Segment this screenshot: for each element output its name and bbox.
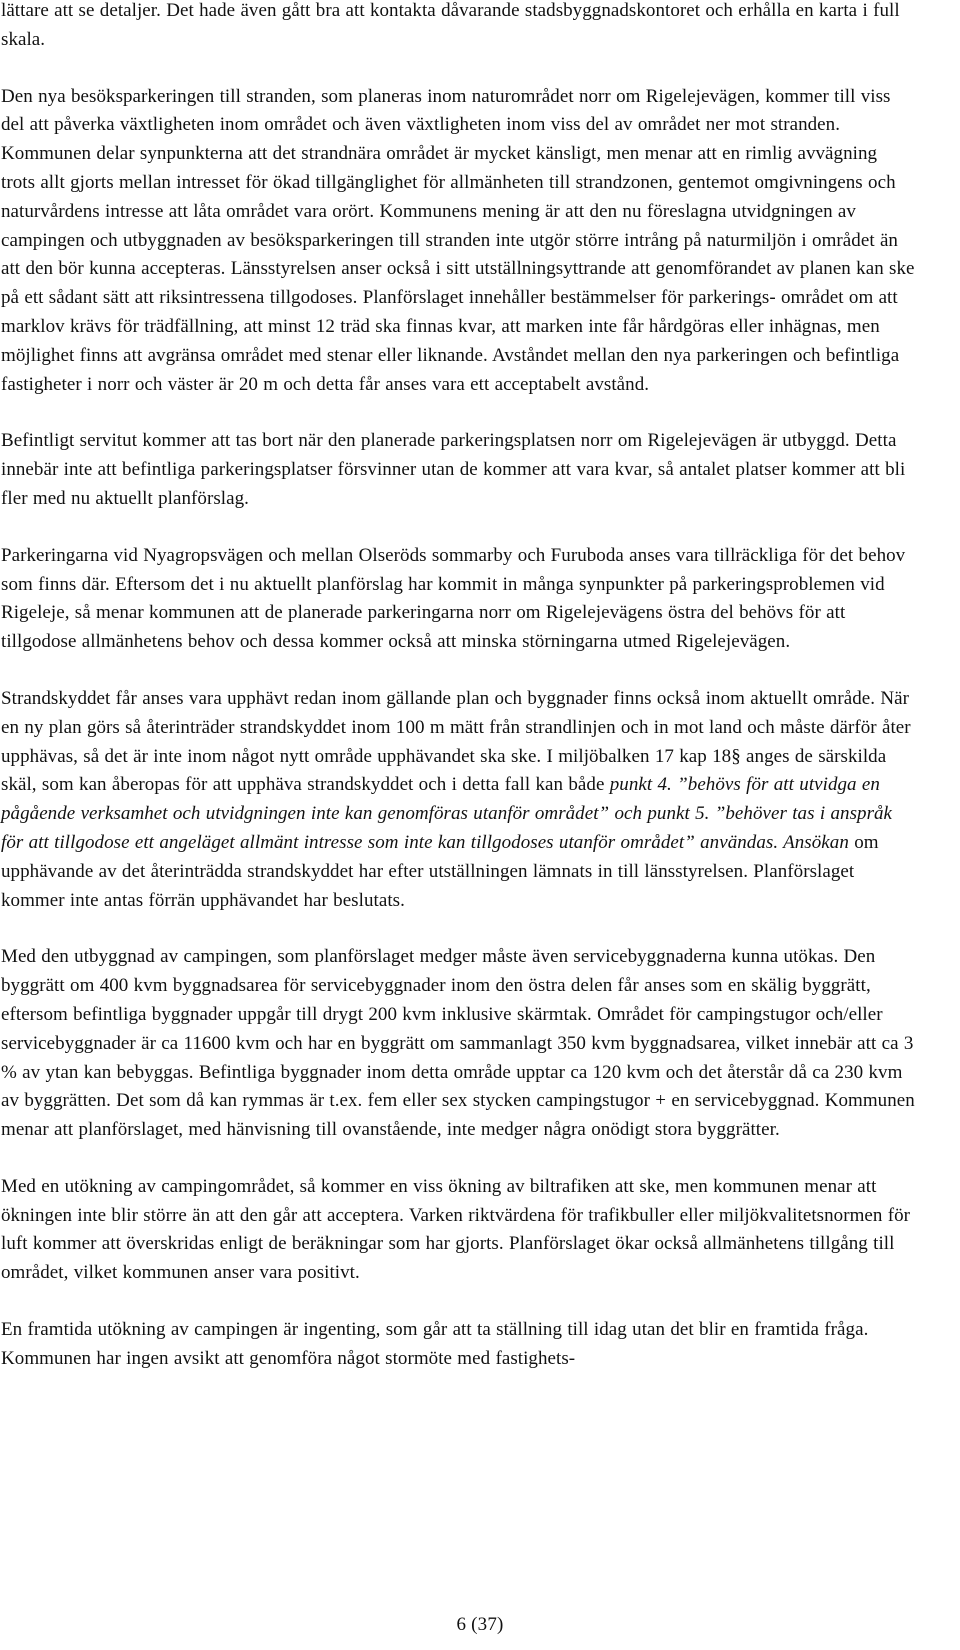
paragraph-7: Med en utökning av campingområdet, så kommer en viss ökning av biltrafiken att ske, men kommunen menar att ökningen inte blir större än att den går att acceptera. Varken riktvärdena för trafikbuller eller miljökvalitetsnormen för luft kommer att överskridas enligt de beräkningar som har gjorts. Planförslaget ökar också allmänhetens tillgång till området, vilket kommunen anser vara positivt. xyxy=(1,1175,911,1284)
paragraph-5-italic-quote: punkt 4. ”behövs för att utvidga en pågående verksamhet och utvidgningen inte kan genomföras utanför området” och punkt 5. ”behöver tas i anspråk för att tillgodose ett angeläget allmänt intresse som inte kan tillgodoses utanför området” användas. Ansökan xyxy=(1,774,893,853)
paragraph-5-text-start: Strandskyddet får anses vara upphävt redan inom gällande plan och byggnader finns också inom aktuellt område. När en ny plan görs så återinträder strandskyddet inom 100 m mätt från strandlinjen och in mot land och måste därför åter upphävas, så det är inte inom något nytt område upphävandet ska ske. I miljöbalken 17 kap 18§ anges de särskilda skäl, som kan åberopas för att upphäva strandskyddet och i detta fall kan både xyxy=(1,687,911,796)
paragraph-3: Befintligt servitut kommer att tas bort när den planerade parkeringsplatsen norr om Rigelejevägen är utbyggd. Detta innebär inte att befintliga parkeringsplatser försvinner utan de kommer att vara kvar, så antalet platser kommer att bli fler med nu aktuellt planförslag. xyxy=(1,430,906,509)
page-number: 6 (37) xyxy=(456,1614,504,1635)
paragraph-4: Parkeringarna vid Nyagropsvägen och mellan Olseröds sommarby och Furuboda anses vara tillräckliga för det behov som finns där. Eftersom det i nu aktuellt planförslag har kommit in många synpunkter på parkeringsproblemen vid Rigeleje, så menar kommunen att de planerade parkeringarna norr om Rigelejevägens östra del behövs för att tillgodose allmänhetens behov och dessa kommer också att minska störningarna utmed Rigelejevägen. xyxy=(1,544,906,653)
paragraph-1: lättare att se detaljer. Det hade även gått bra att kontakta dåvarande stadsbyggnadskontoret och erhålla en karta i full skala. xyxy=(1,0,900,50)
paragraph-8: En framtida utökning av campingen är ingenting, som går att ta ställning till idag utan det blir en framtida fråga. Kommunen har ingen avsikt att genomföra något stormöte med fastighets- xyxy=(1,1319,869,1369)
paragraph-5-text-end: om upphävande av det återinträdda strandskyddet har efter utställningen lämnats in till länsstyrelsen. Planförslaget kommer inte antas förrän upphävandet har beslutats. xyxy=(1,831,879,911)
paragraph-5 xyxy=(1,685,915,915)
paragraph-2: Den nya besöksparkeringen till stranden, som planeras inom naturområdet norr om Rigelejevägen, kommer till viss del att påverka växtligheten inom området och även växtligheten inom viss del av området ner mot stranden. Kommunen delar synpunkterna att det strandnära området är mycket känsligt, men menar att en rimlig avvägning trots allt gjorts mellan intresset för ökad tillgänglighet för allmänheten till strandzonen, gentemot omgivningens och naturvårdens intresse att låta området vara orört. Kommunens mening är att den nu föreslagna utvidgningen av campingen och utbyggnaden av besöksparkeringen till stranden inte utgör större intrång på naturmiljön i området än att den bör kunna accepteras. Länsstyrelsen anser också i sitt utställningsyttrande att genomförandet av planen kan ske på ett sådant sätt att riksintressena tillgodoses. Planförslaget innehåller bestämmelser för parkerings- området om att marklov krävs för trädfällning, att minst 12 träd ska finnas kvar, att marken inte får hårdgöras eller inhägnas, men möjlighet finns att avgränsa området med stenar eller liknande. Avståndet mellan den nya parkeringen och befintliga fastigheter i norr och väster är 20 m och detta får anses vara ett acceptabelt avstånd. xyxy=(1,85,915,395)
paragraph-6: Med den utbyggnad av campingen, som planförslaget medger måste även servicebyggnaderna kunna utökas. Den byggrätt om 400 kvm byggnadsarea för servicebyggnader inom den östra delen får anses som en skälig byggrätt, eftersom befintliga byggnader uppgår till drygt 200 kvm inklusive skärmtak. Området för campingstugor och/eller servicebyggnader är ca 11600 kvm och har en byggrätt om sammanlagt 350 kvm byggnadsarea, vilket innebär att ca 3 % av ytan kan bebyggas. Befintliga byggnader inom detta område upptar ca 120 kvm och det återstår då ca 230 kvm av byggrätten. Det som då kan rymmas är t.ex. fem eller sex stycken campingstugor + en servicebyggnad. Kommunen menar att planförslaget, med hänvisning till ovanstående, inte medger några onödigt stora byggrätter. xyxy=(1,946,915,1141)
